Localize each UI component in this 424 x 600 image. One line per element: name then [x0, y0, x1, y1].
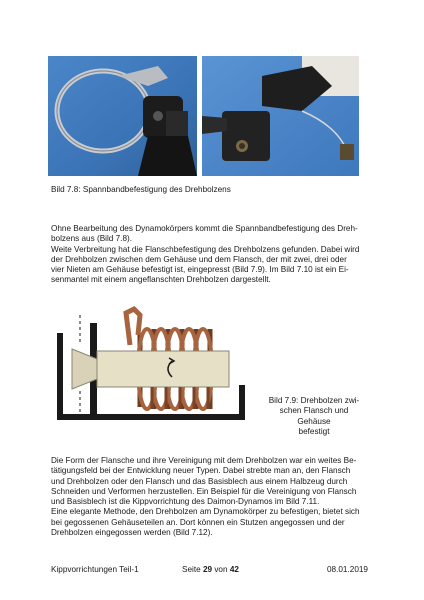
paragraph-line: Eine elegante Methode, den Drehbolzen am Dynamokörper zu befestigen, bietet sich	[51, 507, 360, 517]
caption-line: schen Flansch und Gehäuse	[279, 406, 349, 426]
paragraph-line: der Drehbolzen zwischen dem Gehäuse und dem Flansch, der mit zwei, drei oder	[51, 254, 347, 264]
footer-page-prefix: Seite	[182, 565, 203, 574]
photo-flange-detail	[202, 56, 359, 176]
paragraph-line: vier Nieten am Gehäuse befestigt ist, eingepresst (Bild 7.9). Im Bild 7.10 ist ein Ei-	[51, 265, 349, 275]
paragraph-line: tätigungsfeld bei der Entwicklung neuer Typen. Dabei strebte man an, den Flansch	[51, 466, 351, 476]
paragraph-2	[51, 456, 373, 538]
paragraph-line: Schneiden und Verformen herzustellen. Ein Beispiel für die Vereinigung von Flansch	[51, 486, 357, 496]
paragraph-line: Weite Verbreitung hat die Flanschbefestigung des Drehbolzens gefunden. Dabei wird	[51, 244, 360, 254]
drawing-pivot-bolt-flange	[52, 305, 252, 425]
footer-page-number	[182, 565, 239, 574]
caption-line: Bild 7.9: Drehbolzen zwi-	[268, 396, 360, 405]
paragraph-line: bolzens aus (Bild 7.8).	[51, 234, 133, 244]
paragraph-1	[51, 224, 373, 286]
photo-spring-band-clamp	[48, 56, 197, 176]
caption-line: befestigt	[298, 426, 330, 436]
paragraph-line: und Drehbolzen oder den Flansch und das Basisblech aus einem Halbzeug durch	[51, 476, 348, 486]
paragraph-line: und Basisblech ist die Kippvorrichtung des Daimon-Dynamos im Bild 7.11.	[51, 497, 320, 507]
footer-date: 08.01.2019	[327, 565, 368, 574]
figure-7-8-caption: Bild 7.8: Spannbandbefestigung des Drehbolzens	[51, 185, 231, 194]
footer-document-title: Kippvorrichtungen Teil-1	[51, 565, 139, 574]
paragraph-line: senmantel mit einem angeflanschten Drehbolzen dargestellt.	[51, 275, 271, 285]
footer-total-pages: 42	[229, 565, 239, 574]
paragraph-line: bei gegossenen Gehäuseteilen an. Dort können ein Stutzen angegossen und der	[51, 517, 345, 527]
paragraph-line: Drehbolzen eingegossen werden (Bild 7.12).	[51, 528, 213, 538]
figure-7-9-caption	[262, 396, 366, 437]
footer-page-mid: von	[212, 565, 230, 574]
paragraph-line: Die Form der Flansche und ihre Vereinigung mit dem Drehbolzen war ein weites Be-	[51, 456, 357, 465]
footer-current-page: 29	[202, 565, 213, 574]
paragraph-line: Ohne Bearbeitung des Dynamokörpers kommt die Spannbandbefestigung des Dreh-	[51, 224, 358, 233]
